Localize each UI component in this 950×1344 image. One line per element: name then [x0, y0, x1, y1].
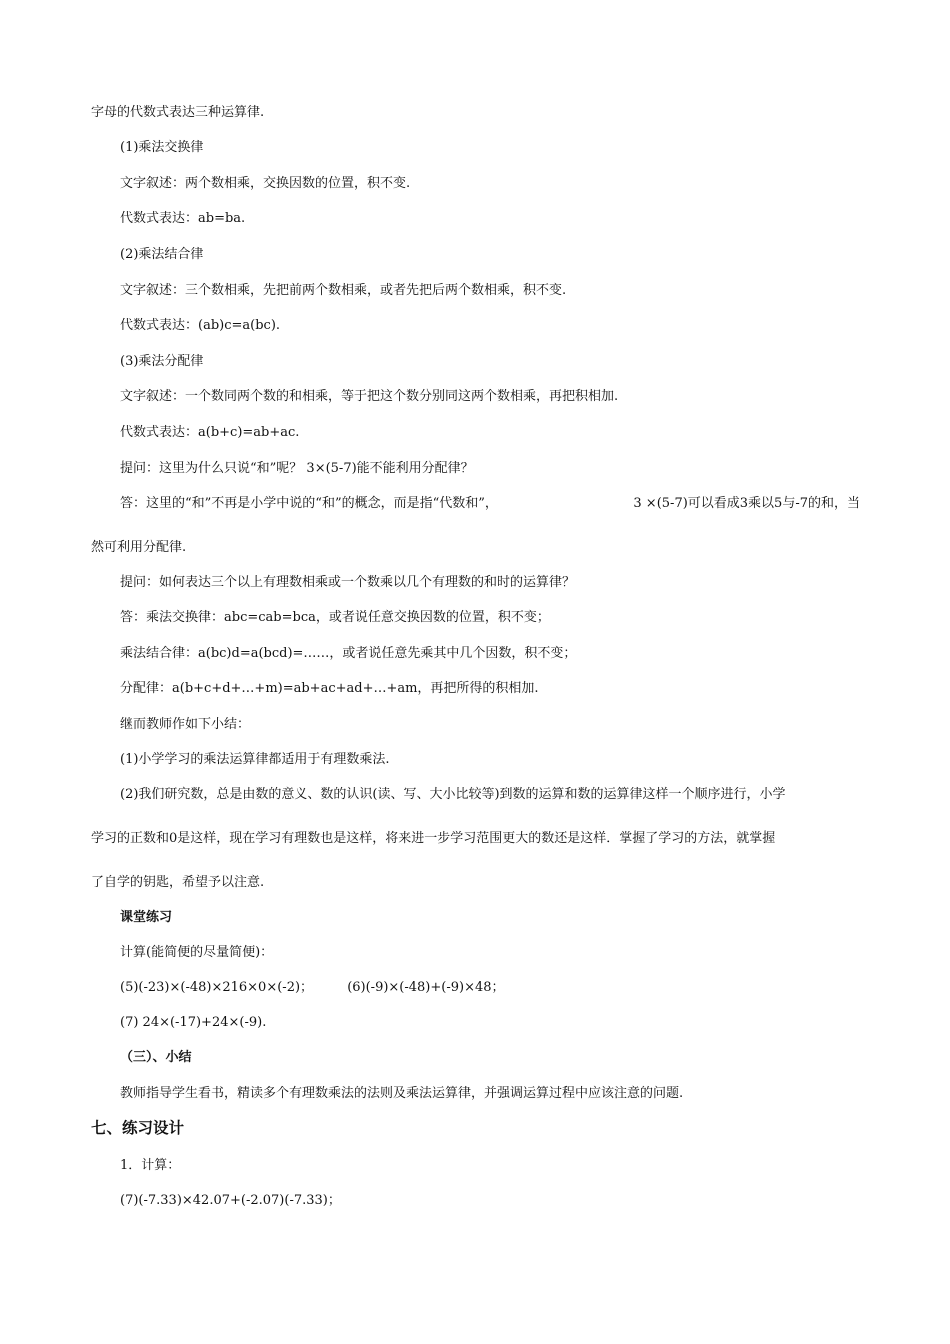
exercise-line: [120, 979, 505, 997]
answer-line: [120, 495, 860, 513]
exercise-instruction: 计算(能简便的尽量简便)：: [120, 945, 274, 960]
paragraph-text: 了自学的钥匙，希望予以注意.: [91, 875, 265, 890]
section-heading-practice: 课堂练习: [120, 910, 173, 925]
formula-line: 代数式表达：ab=ba.: [120, 211, 246, 226]
exercise-instruction: 1．计算：: [120, 1158, 181, 1173]
question-text: 提问：这里为什么只说“和”呢？ 3×(5-7)能不能利用分配律？: [120, 461, 474, 476]
paragraph-text: 然可利用分配律.: [91, 540, 187, 555]
formula-line: 代数式表达：a(b+c)=ab+ac.: [120, 425, 300, 440]
paragraph-text: 继而教师作如下小结：: [120, 717, 251, 732]
section-heading-summary: （三）、小结: [120, 1050, 192, 1065]
summary-item: (1)小学学习的乘法运算律都适用于有理数乘法.: [120, 752, 390, 767]
answer-text: 答：乘法交换律：abc=cab=bca，或者说任意交换因数的位置，积不变；: [120, 610, 550, 625]
exercise-item-5: (5)(-23)×(-48)×216×0×(-2)；: [120, 980, 314, 995]
paragraph-text: 字母的代数式表达三种运算律.: [91, 105, 265, 120]
exercise-item-7: (7) 24×(-17)+24×(-9).: [120, 1015, 267, 1030]
summary-item: (2)我们研究数，总是由数的意义、数的认识(读、写、大小比较等)到数的运算和数的运算律这样一个顺序进行，小学: [120, 787, 786, 802]
exercise-item: (7)(-7.33)×42.07+(-2.07)(-7.33)；: [120, 1193, 341, 1208]
paragraph-text: 文字叙述：一个数同两个数的和相乘，等于把这个数分别同这两个数相乘，再把积相加.: [120, 389, 619, 404]
law-heading-associative: (2)乘法结合律: [120, 247, 204, 262]
paragraph-text: 分配律：a(b+c+d+…+m)=ab+ac+ad+…+am，再把所得的积相加.: [120, 681, 539, 696]
law-heading-commutative: (1)乘法交换律: [120, 140, 204, 155]
chapter-heading: 七、练习设计: [91, 1119, 185, 1137]
formula-line: 代数式表达：(ab)c=a(bc).: [120, 318, 281, 333]
paragraph-text: 文字叙述：两个数相乘，交换因数的位置，积不变.: [120, 176, 411, 191]
question-text: 提问：如何表达三个以上有理数相乘或一个数乘以几个有理数的和时的运算律？: [120, 575, 576, 590]
paragraph-text: 乘法结合律：a(bc)d=a(bcd)=……，或者说任意先乘其中几个因数，积不变；: [120, 646, 577, 661]
exercise-item-6: (6)(-9)×(-48)+(-9)×48；: [347, 980, 505, 995]
paragraph-text: 教师指导学生看书，精读多个有理数乘法的法则及乘法运算律，并强调运算过程中应该注意的问题.: [120, 1086, 684, 1101]
paragraph-text: 学习的正数和0是这样，现在学习有理数也是这样，将来进一步学习范围更大的数还是这样．掌握了学习的方法，就掌握: [91, 831, 776, 846]
answer-text-part1: 答：这里的“和”不再是小学中说的“和”的概念，而是指“代数和”，: [120, 496, 498, 511]
answer-text-part2: 3 ×(5-7)可以看成3乘以5与-7的和，当: [633, 496, 860, 511]
paragraph-text: 文字叙述：三个数相乘，先把前两个数相乘，或者先把后两个数相乘，积不变.: [120, 283, 567, 298]
law-heading-distributive: (3)乘法分配律: [120, 354, 204, 369]
